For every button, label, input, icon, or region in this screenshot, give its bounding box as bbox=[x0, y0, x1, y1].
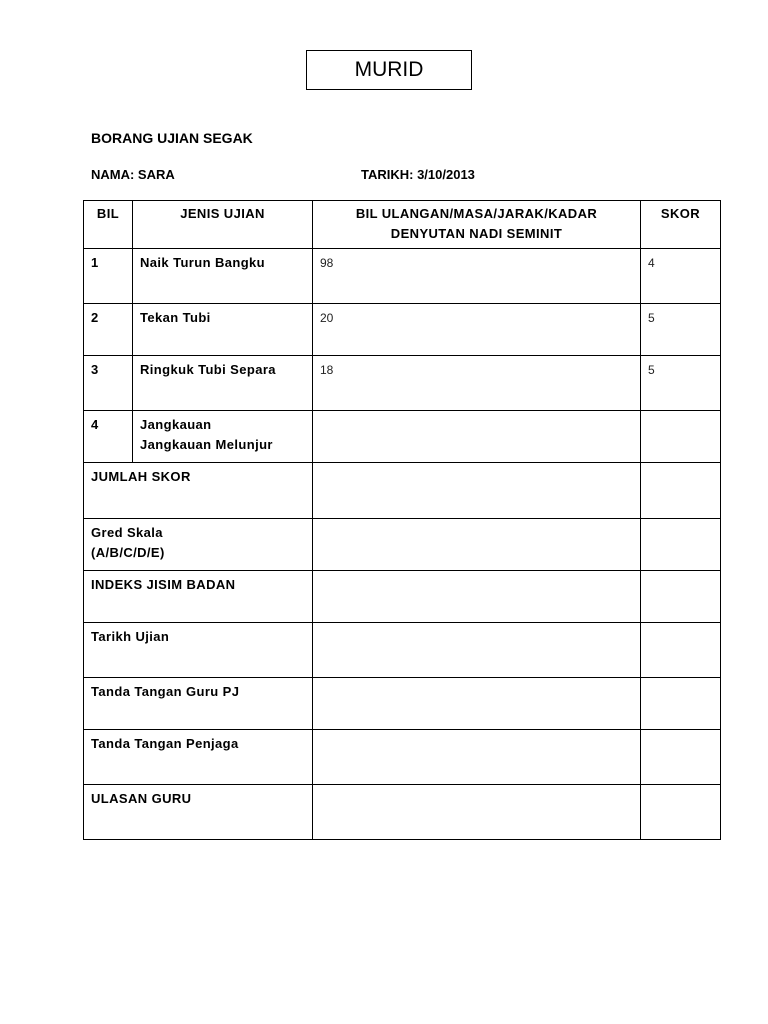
header-bil-ulangan-line1: BIL ULANGAN/MASA/JARAK/KADAR bbox=[355, 206, 598, 221]
row-value[interactable]: 18 bbox=[313, 356, 641, 411]
summary-label-line2: (A/B/C/D/E) bbox=[91, 545, 165, 560]
row-skor[interactable] bbox=[641, 411, 721, 463]
header-skor: SKOR bbox=[641, 201, 721, 249]
table-row bbox=[84, 356, 721, 411]
summary-skor[interactable] bbox=[641, 623, 721, 678]
page-title-box bbox=[306, 50, 472, 90]
summary-row bbox=[84, 571, 721, 623]
row-value[interactable]: 20 bbox=[313, 304, 641, 356]
summary-skor[interactable] bbox=[641, 571, 721, 623]
header-bil-ulangan-line2: DENYUTAN NADI SEMINIT bbox=[390, 226, 563, 241]
row-bil: 4 bbox=[84, 411, 133, 463]
summary-label: ULASAN GURU bbox=[84, 785, 313, 840]
header-bil: BIL bbox=[84, 201, 133, 249]
summary-label: Tarikh Ujian bbox=[84, 623, 313, 678]
row-value[interactable]: 98 bbox=[313, 249, 641, 304]
summary-row bbox=[84, 623, 721, 678]
summary-row bbox=[84, 678, 721, 730]
row-bil: 3 bbox=[84, 356, 133, 411]
row-value[interactable] bbox=[313, 411, 641, 463]
row-bil: 1 bbox=[84, 249, 133, 304]
row-jenis-line2: Jangkauan Melunjur bbox=[140, 437, 273, 452]
summary-label: INDEKS JISIM BADAN bbox=[84, 571, 313, 623]
summary-label: Tanda Tangan Guru PJ bbox=[84, 678, 313, 730]
summary-value[interactable] bbox=[313, 730, 641, 785]
summary-value[interactable] bbox=[313, 678, 641, 730]
summary-skor[interactable] bbox=[641, 519, 721, 571]
table-row bbox=[84, 304, 721, 356]
tarikh-label: TARIKH: 3/10/2013 bbox=[361, 167, 475, 182]
summary-row bbox=[84, 730, 721, 785]
summary-value[interactable] bbox=[313, 519, 641, 571]
nama-label: NAMA: SARA bbox=[91, 167, 175, 182]
row-jenis: Tekan Tubi bbox=[133, 304, 313, 356]
summary-skor[interactable] bbox=[641, 730, 721, 785]
ujian-table bbox=[83, 200, 721, 840]
summary-row bbox=[84, 463, 721, 519]
summary-value[interactable] bbox=[313, 623, 641, 678]
row-jenis bbox=[133, 411, 313, 463]
summary-label: Tanda Tangan Penjaga bbox=[84, 730, 313, 785]
row-bil: 2 bbox=[84, 304, 133, 356]
summary-row bbox=[84, 785, 721, 840]
row-skor[interactable]: 5 bbox=[641, 304, 721, 356]
summary-value[interactable] bbox=[313, 785, 641, 840]
summary-label-line1: Gred Skala bbox=[91, 525, 163, 540]
summary-value[interactable] bbox=[313, 463, 641, 519]
page-title: MURID bbox=[354, 58, 424, 81]
summary-label: JUMLAH SKOR bbox=[84, 463, 313, 519]
summary-skor[interactable] bbox=[641, 678, 721, 730]
summary-skor[interactable] bbox=[641, 785, 721, 840]
summary-value[interactable] bbox=[313, 571, 641, 623]
row-jenis-line1: Jangkauan bbox=[140, 417, 212, 432]
table-header-row bbox=[84, 201, 721, 249]
summary-row bbox=[84, 519, 721, 571]
header-bil-ulangan bbox=[313, 201, 641, 249]
summary-label bbox=[84, 519, 313, 571]
row-skor[interactable]: 5 bbox=[641, 356, 721, 411]
table-row bbox=[84, 411, 721, 463]
form-title: BORANG UJIAN SEGAK bbox=[91, 130, 253, 146]
table-row bbox=[84, 249, 721, 304]
header-jenis-ujian: JENIS UJIAN bbox=[133, 201, 313, 249]
row-jenis: Naik Turun Bangku bbox=[133, 249, 313, 304]
row-skor[interactable]: 4 bbox=[641, 249, 721, 304]
summary-skor[interactable] bbox=[641, 463, 721, 519]
row-jenis: Ringkuk Tubi Separa bbox=[133, 356, 313, 411]
